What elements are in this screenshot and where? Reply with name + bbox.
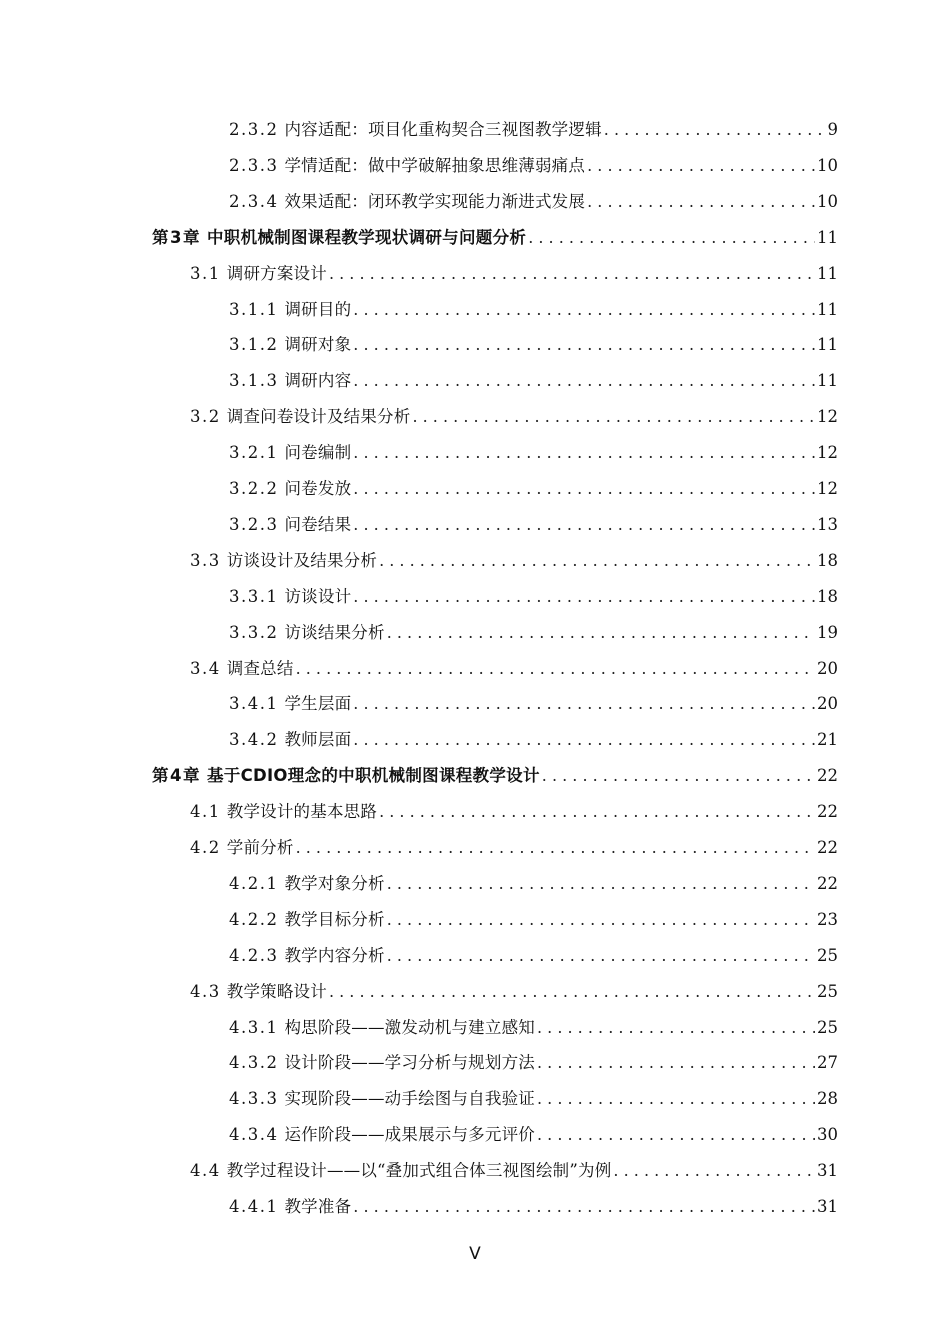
toc-page-number: 23 xyxy=(817,909,838,929)
toc-entry-number: 3.2.2 xyxy=(229,479,279,498)
toc-chapter-entry[interactable] xyxy=(152,220,838,248)
toc-page-number: 11 xyxy=(817,263,838,283)
toc-entry-title: 学情适配：做中学破解抽象思维薄弱痛点 xyxy=(284,155,586,175)
toc-entry-label xyxy=(229,1089,535,1109)
toc-entry-number: 3.3.2 xyxy=(229,622,279,642)
toc-entry[interactable] xyxy=(190,794,838,822)
toc-entry[interactable] xyxy=(190,399,838,427)
toc-entry[interactable] xyxy=(229,148,838,176)
toc-leader-dots xyxy=(379,551,815,571)
toc-leader-dots xyxy=(353,694,815,714)
toc-entry-title: 教学策略设计 xyxy=(226,981,327,1001)
toc-leader-dots xyxy=(537,1053,815,1073)
toc-entry[interactable] xyxy=(229,1081,838,1109)
toc-entry-number: 4.3.1 xyxy=(229,1017,279,1037)
toc-entry-label xyxy=(229,946,385,966)
toc-entry-label xyxy=(229,1018,535,1038)
toc-entry-label xyxy=(229,587,351,607)
toc-entry-label xyxy=(190,264,327,284)
toc-entry-label xyxy=(190,838,294,858)
toc-entry-title: 构思阶段——激发动机与建立感知 xyxy=(284,1017,535,1037)
toc-leader-dots xyxy=(587,192,815,212)
toc-leader-dots xyxy=(542,766,815,786)
toc-entry-number: 2.3.2 xyxy=(229,120,279,139)
toc-entry[interactable] xyxy=(229,686,838,714)
toc-leader-dots xyxy=(329,264,815,284)
toc-entry-label xyxy=(152,766,540,786)
toc-entry-title: 调查总结 xyxy=(226,658,294,678)
toc-leader-dots xyxy=(537,1125,815,1145)
toc-entry-label xyxy=(190,802,377,822)
toc-entry-label xyxy=(229,192,585,212)
toc-entry-title: 问卷结果 xyxy=(284,514,352,534)
toc-page-number: 12 xyxy=(817,443,838,463)
toc-entry-title: 教师层面 xyxy=(284,730,352,750)
toc-leader-dots xyxy=(329,982,815,1002)
toc-entry-number: 3.1 xyxy=(190,263,221,283)
toc-leader-dots xyxy=(387,623,815,643)
toc-entry-label xyxy=(190,982,327,1002)
toc-page-number: 28 xyxy=(817,1089,838,1109)
toc-entry-number: 3.1.3 xyxy=(229,371,279,391)
toc-page-number: 18 xyxy=(817,586,838,606)
toc-entry[interactable] xyxy=(229,615,838,643)
toc-entry-number: 4.3.3 xyxy=(229,1089,279,1109)
toc-leader-dots xyxy=(387,946,815,966)
toc-entry-label xyxy=(229,694,351,714)
toc-page-number: 31 xyxy=(817,1197,838,1216)
toc-page-number: 27 xyxy=(817,1053,838,1073)
toc-leader-dots xyxy=(528,228,815,248)
toc-entry-label xyxy=(152,228,526,248)
toc-entry-title: 实现阶段——动手绘图与自我验证 xyxy=(284,1089,535,1109)
toc-entry-number: 4.2.1 xyxy=(229,873,279,893)
toc-entry-title: 调研对象 xyxy=(284,335,352,355)
toc-leader-dots xyxy=(604,120,826,140)
toc-entry-title: 调研方案设计 xyxy=(226,263,327,283)
toc-page-number: 22 xyxy=(817,766,838,786)
toc-page-number: 20 xyxy=(817,658,838,678)
toc-entry-title: 教学设计的基本思路 xyxy=(226,802,378,822)
toc-entry[interactable] xyxy=(229,112,838,140)
toc-leader-dots xyxy=(296,659,815,679)
toc-entry[interactable] xyxy=(229,1010,838,1038)
toc-entry[interactable] xyxy=(190,651,838,679)
toc-leader-dots xyxy=(353,300,815,320)
toc-leader-dots xyxy=(296,838,815,858)
toc-entry-label xyxy=(229,479,351,499)
toc-page-number: 25 xyxy=(817,981,838,1001)
toc-entry-number: 4.2.3 xyxy=(229,945,279,965)
toc-leader-dots xyxy=(387,910,815,930)
toc-leader-dots xyxy=(353,371,815,391)
toc-page-number: 22 xyxy=(817,802,838,822)
toc-entry-number: 4.4 xyxy=(190,1161,221,1181)
toc-page-number: 9 xyxy=(827,120,838,139)
toc-page-number: 10 xyxy=(817,191,838,211)
toc-entry[interactable] xyxy=(229,938,838,966)
toc-entry[interactable] xyxy=(190,256,838,284)
toc-entry-number: 4.2 xyxy=(190,838,221,857)
toc-leader-dots xyxy=(379,802,815,822)
toc-entry-title: 设计阶段——学习分析与规划方法 xyxy=(284,1053,535,1073)
toc-entry-title: 效果适配：闭环教学实现能力渐进式发展 xyxy=(284,191,586,211)
toc-entry-label xyxy=(229,1197,351,1217)
toc-entry-label xyxy=(229,874,385,894)
toc-entry-label xyxy=(229,730,351,750)
toc-entry-number: 3.2.3 xyxy=(229,514,279,534)
toc-entry[interactable] xyxy=(190,543,838,571)
toc-entry-title: 访谈结果分析 xyxy=(284,622,385,642)
toc-entry-label xyxy=(229,335,351,355)
toc-entry[interactable] xyxy=(229,902,838,930)
toc-entry-label xyxy=(229,910,385,930)
toc-page-number: 11 xyxy=(817,299,838,319)
toc-entry-number: 3.1.1 xyxy=(229,299,279,319)
toc-entry-title: 教学目标分析 xyxy=(284,909,385,929)
toc-leader-dots xyxy=(353,335,815,355)
toc-entry[interactable] xyxy=(229,866,838,894)
toc-entry[interactable] xyxy=(229,1189,838,1217)
toc-entry-title: 运作阶段——成果展示与多元评价 xyxy=(284,1125,535,1145)
toc-entry-title: 教学准备 xyxy=(284,1197,352,1216)
toc-entry-label xyxy=(190,551,377,571)
toc-leader-dots xyxy=(412,407,815,427)
toc-page-number: 25 xyxy=(817,945,838,965)
toc-entry-title: 访谈设计及结果分析 xyxy=(226,550,378,570)
toc-leader-dots xyxy=(353,479,815,499)
toc-entry-title: 问卷编制 xyxy=(284,443,352,463)
toc-entry[interactable] xyxy=(229,327,838,355)
toc-entry-number: 第3章 xyxy=(152,227,201,247)
toc-entry[interactable] xyxy=(190,830,838,858)
toc-leader-dots xyxy=(537,1089,815,1109)
toc-entry-label xyxy=(190,659,294,679)
toc-entry-number: 3.2 xyxy=(190,407,221,427)
toc-page-number: 22 xyxy=(817,838,838,857)
toc-entry[interactable] xyxy=(229,722,838,750)
toc-page-number: 22 xyxy=(817,873,838,893)
toc-entry-label xyxy=(229,443,351,463)
toc-page-number: 20 xyxy=(817,694,838,714)
toc-entry-label xyxy=(229,1053,535,1073)
toc-entry-label xyxy=(229,120,602,140)
toc-page-number: 11 xyxy=(817,227,838,247)
toc-entry-number: 4.3.2 xyxy=(229,1053,279,1073)
toc-entry-label xyxy=(229,515,351,535)
toc-entry-title: 中职机械制图课程教学现状调研与问题分析 xyxy=(206,227,527,247)
toc-leader-dots xyxy=(353,1197,815,1217)
toc-leader-dots xyxy=(353,730,815,750)
toc-page-number: 21 xyxy=(817,730,838,750)
toc-chapter-entry[interactable] xyxy=(152,758,838,786)
toc-page-number: 19 xyxy=(817,622,838,642)
toc-entry-number: 2.3.4 xyxy=(229,191,279,211)
toc-page-number: 12 xyxy=(817,479,838,498)
toc-leader-dots xyxy=(537,1018,815,1038)
toc-entry-number: 4.3 xyxy=(190,981,221,1001)
toc-page-number: 30 xyxy=(817,1125,838,1145)
toc-page-number: 13 xyxy=(817,514,838,534)
toc-entry[interactable] xyxy=(190,974,838,1002)
toc-entry[interactable] xyxy=(229,1045,838,1073)
page-number: V xyxy=(469,1244,481,1264)
toc-entry[interactable] xyxy=(190,1153,838,1181)
toc-entry[interactable] xyxy=(229,184,838,212)
toc-entry-number: 3.4.1 xyxy=(229,694,279,714)
toc-entry-title: 问卷发放 xyxy=(284,479,352,498)
toc-page-number: 18 xyxy=(817,550,838,570)
toc-entry[interactable] xyxy=(229,507,838,535)
toc-page-number: 11 xyxy=(817,335,838,355)
toc-entry-title: 基于CDIO理念的中职机械制图课程教学设计 xyxy=(206,766,540,786)
toc-entry[interactable] xyxy=(229,1117,838,1145)
toc-page-number: 25 xyxy=(817,1017,838,1037)
toc-entry-title: 内容适配：项目化重构契合三视图教学逻辑 xyxy=(284,120,602,139)
toc-entry[interactable] xyxy=(229,292,838,320)
toc-entry[interactable] xyxy=(229,435,838,463)
toc-entry-label xyxy=(229,156,585,176)
toc-entry[interactable] xyxy=(229,471,838,499)
toc-entry-title: 调研目的 xyxy=(284,299,352,319)
toc-entry-number: 4.4.1 xyxy=(229,1197,279,1216)
toc-page-number: 11 xyxy=(817,371,838,391)
toc-entry-label xyxy=(190,407,410,427)
toc-entry-number: 4.1 xyxy=(190,802,221,822)
toc-entry-label xyxy=(229,371,351,391)
toc-entry-title: 学前分析 xyxy=(226,838,294,857)
toc-leader-dots xyxy=(353,443,815,463)
toc-entry-title: 学生层面 xyxy=(284,694,352,714)
toc-entry-number: 3.1.2 xyxy=(229,335,279,355)
toc-page-number: 31 xyxy=(817,1161,838,1181)
toc-page-number: 10 xyxy=(817,155,838,175)
toc-entry-number: 3.3 xyxy=(190,550,221,570)
toc-page-number: 12 xyxy=(817,407,838,427)
toc-entry-title: 教学过程设计——以“叠加式组合体三视图绘制”为例 xyxy=(226,1161,612,1181)
toc-entry-label xyxy=(229,623,385,643)
toc-entry-title: 教学对象分析 xyxy=(284,873,385,893)
toc-entry-label xyxy=(229,300,351,320)
toc-leader-dots xyxy=(587,156,815,176)
toc-entry-number: 4.3.4 xyxy=(229,1125,279,1145)
toc-entry-number: 3.4.2 xyxy=(229,730,279,750)
toc-entry-title: 调研内容 xyxy=(284,371,352,391)
toc-entry-number: 3.3.1 xyxy=(229,586,279,606)
toc-entry-label xyxy=(190,1161,611,1181)
toc-entry-number: 第4章 xyxy=(152,766,201,786)
toc-entry[interactable] xyxy=(229,363,838,391)
toc-entry-number: 2.3.3 xyxy=(229,155,279,175)
toc-entry-label xyxy=(229,1125,535,1145)
toc-entry-number: 4.2.2 xyxy=(229,909,279,929)
toc-entry-title: 教学内容分析 xyxy=(284,945,385,965)
toc-entry-title: 访谈设计 xyxy=(284,586,352,606)
toc-leader-dots xyxy=(353,515,815,535)
toc-leader-dots xyxy=(387,874,815,894)
toc-entry[interactable] xyxy=(229,579,838,607)
toc-entry-number: 3.4 xyxy=(190,658,221,678)
toc-leader-dots xyxy=(353,587,815,607)
toc-entry-title: 调查问卷设计及结果分析 xyxy=(226,407,411,427)
toc-leader-dots xyxy=(613,1161,815,1181)
toc-entry-number: 3.2.1 xyxy=(229,443,279,463)
